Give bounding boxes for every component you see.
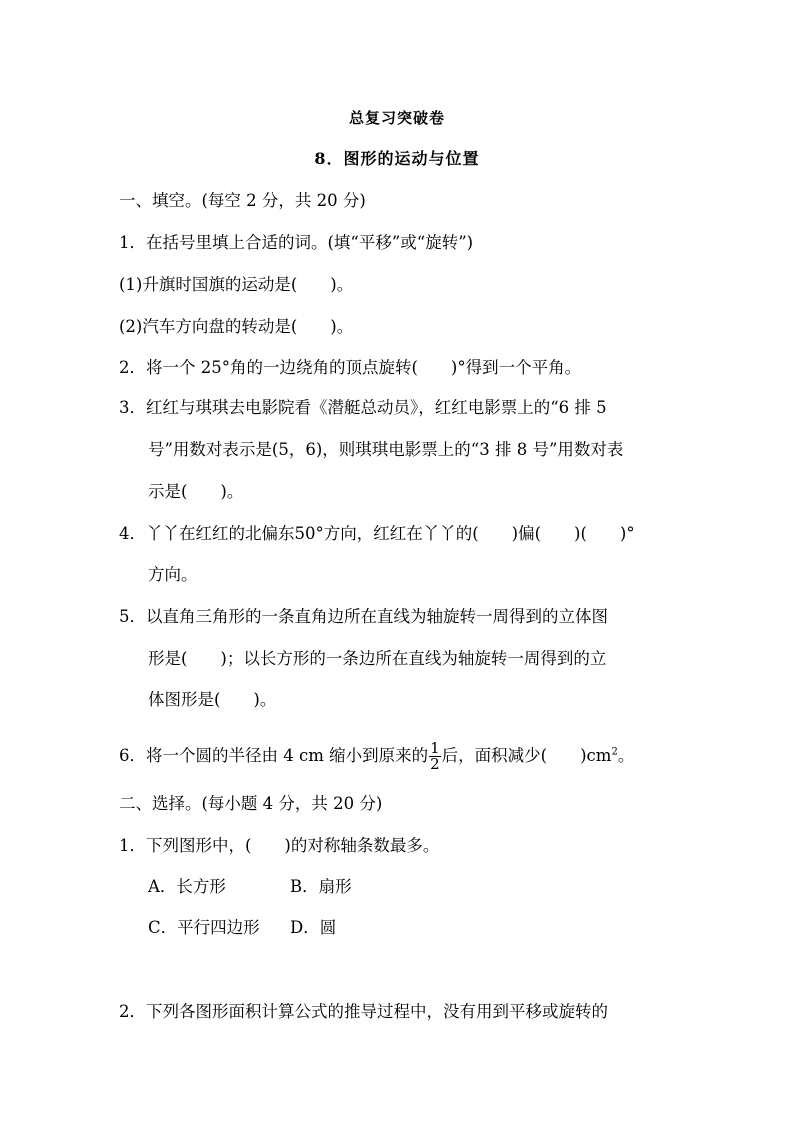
s2-q1-option-d: D．圆: [290, 918, 337, 937]
q1-stem: 1．在括号里填上合适的词。(填“平移”或“旋转”): [119, 233, 474, 252]
section1-heading: 一、填空。(每空 2 分，共 20 分): [119, 191, 366, 210]
s2-q2-line1: 2．下列各图形面积计算公式的推导过程中，没有用到平移或旋转的: [119, 1002, 608, 1021]
q4-line2: 方向。: [148, 565, 198, 584]
q6-before: 6．将一个圆的半径由 4 cm 缩小到原来的: [119, 746, 429, 765]
q5-line3: 体图形是( )。: [148, 690, 277, 709]
q1-part2: (2)汽车方向盘的转动是( )。: [119, 317, 354, 336]
s2-q1-stem: 1．下列图形中，( )的对称轴条数最多。: [119, 836, 440, 855]
q3-line3: 示是( )。: [148, 482, 244, 501]
q6-fraction-numerator: 1: [430, 739, 440, 757]
q5-line2: 形是( )；以长方形的一条边所在直线为轴旋转一周得到的立: [148, 649, 607, 668]
q6-fraction-denominator: 2: [430, 755, 440, 773]
q6-line: [119, 741, 634, 772]
q6-fraction: [429, 741, 441, 772]
q4-line1: 4．丫丫在红红的北偏东50°方向，红红在丫丫的( )偏( )( )°: [119, 524, 635, 543]
s2-q1-option-b: B．扇形: [290, 877, 352, 896]
q2-text: 2．将一个 25°角的一边绕角的顶点旋转( )°得到一个平角。: [119, 358, 582, 377]
q6-superscript: 2: [611, 746, 618, 758]
q6-end: 。: [617, 746, 635, 765]
q3-line1: 3．红红与琪琪去电影院看《潜艇总动员》，红红电影票上的“6 排 5: [119, 398, 607, 417]
s2-q1-option-a: A．长方形: [148, 877, 226, 896]
q1-part1: (1)升旗时国旗的运动是( )。: [119, 275, 354, 294]
q3-line2: 号”用数对表示是(5，6)，则琪琪电影票上的“3 排 8 号”用数对表: [148, 440, 624, 459]
s2-q1-option-c: C．平行四边形: [148, 918, 260, 937]
q5-line1: 5．以直角三角形的一条直角边所在直线为轴旋转一周得到的立体图: [119, 607, 608, 626]
page-title: 总复习突破卷: [348, 109, 445, 127]
section2-heading: 二、选择。(每小题 4 分，共 20 分): [119, 794, 383, 813]
page-subtitle: 8．图形的运动与位置: [314, 149, 480, 168]
q6-after: 后，面积减少( )cm: [441, 746, 612, 765]
